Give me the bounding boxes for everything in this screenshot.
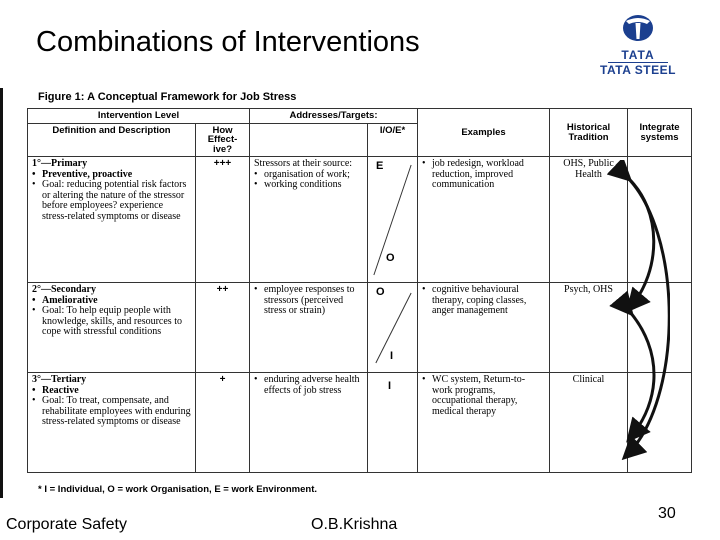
table-header-row-1 bbox=[28, 109, 692, 124]
primary-ioe-bottom: O bbox=[386, 252, 395, 264]
header-examples: Examples bbox=[418, 109, 550, 157]
primary-addresses bbox=[250, 157, 368, 283]
secondary-example-item: • cognitive behavioural therapy, coping classes, anger management bbox=[422, 285, 545, 317]
tertiary-effectiveness: + bbox=[196, 373, 250, 473]
page-number: 30 bbox=[658, 505, 676, 522]
tertiary-ioe bbox=[368, 373, 418, 473]
header-definition: Definition and Description bbox=[28, 123, 196, 157]
figure-title: Figure 1: A Conceptual Framework for Job Stress bbox=[38, 91, 297, 103]
tertiary-addresses-1: • enduring adverse health effects of job stress bbox=[254, 375, 363, 396]
table-row-tertiary bbox=[28, 373, 692, 473]
primary-ioe-divider bbox=[368, 157, 417, 283]
primary-addresses-intro: Stressors at their source: bbox=[254, 158, 353, 169]
tertiary-historical: Clinical bbox=[550, 373, 628, 473]
secondary-examples bbox=[418, 283, 550, 373]
secondary-addresses bbox=[250, 283, 368, 373]
secondary-ioe-bottom: I bbox=[390, 350, 394, 362]
table-row-primary bbox=[28, 157, 692, 283]
secondary-ioe bbox=[368, 283, 418, 373]
primary-definition bbox=[28, 157, 196, 283]
primary-addresses-1: • organisation of work; bbox=[254, 170, 363, 181]
primary-historical: OHS, Public Health bbox=[550, 157, 628, 283]
tertiary-definition bbox=[28, 373, 196, 473]
table-row-secondary bbox=[28, 283, 692, 373]
header-addresses-blank bbox=[250, 123, 368, 157]
secondary-ioe-top: O bbox=[376, 286, 385, 298]
header-intervention-level: Intervention Level bbox=[28, 109, 250, 124]
tertiary-addresses bbox=[250, 373, 368, 473]
tertiary-ioe-top: I bbox=[388, 380, 392, 392]
tata-emblem-icon bbox=[590, 12, 686, 48]
primary-addresses-2: • working conditions bbox=[254, 180, 363, 191]
primary-ioe-top: E bbox=[376, 160, 384, 172]
secondary-bullet-2: • Goal: To help equip people with knowledge, skills, and resources to cope with stressful conditions bbox=[32, 306, 191, 338]
primary-ioe bbox=[368, 157, 418, 283]
secondary-definition bbox=[28, 283, 196, 373]
primary-effectiveness: +++ bbox=[196, 157, 250, 283]
primary-example-item: • job redesign, workload reduction, improved communication bbox=[422, 159, 545, 191]
secondary-effectiveness: ++ bbox=[196, 283, 250, 373]
tertiary-bullet-2: • Goal: To treat, compensate, and rehabilitate employees with enduring stress-related symptoms or disease bbox=[32, 396, 191, 428]
tata-steel-logo bbox=[590, 12, 686, 76]
framework-table bbox=[27, 108, 692, 473]
footer-author: O.B.Krishna bbox=[311, 516, 398, 533]
primary-bullet-1: • Preventive, proactive bbox=[32, 170, 191, 181]
figure-edge bbox=[0, 88, 3, 498]
header-how-effective: How Effect-ive? bbox=[196, 123, 250, 157]
figure-footnote: * I = Individual, O = work Organisation, E = work Environment. bbox=[38, 484, 317, 495]
tertiary-bullet-1: • Reactive bbox=[32, 386, 191, 397]
slide-title: Combinations of Interventions bbox=[36, 26, 420, 58]
header-historical-tradition: Historical Tradition bbox=[550, 109, 628, 157]
tertiary-level-label: 3°—Tertiary bbox=[32, 374, 87, 385]
header-addresses-targets: Addresses/Targets: bbox=[250, 109, 418, 124]
primary-level-label: 1°—Primary bbox=[32, 158, 88, 169]
header-ioe: I/O/E* bbox=[368, 123, 418, 157]
tertiary-example-item: • WC system, Return-to-work programs, occupational therapy, medical therapy bbox=[422, 375, 545, 417]
tertiary-examples bbox=[418, 373, 550, 473]
secondary-historical: Psych, OHS bbox=[550, 283, 628, 373]
secondary-bullet-1: • Ameliorative bbox=[32, 296, 191, 307]
primary-examples bbox=[418, 157, 550, 283]
integration-arrows bbox=[600, 160, 670, 480]
logo-text-tata-steel: TATA STEEL bbox=[600, 63, 676, 77]
footer-corporate-safety: Corporate Safety bbox=[6, 516, 127, 533]
secondary-addresses-1: • employee responses to stressors (perceived stress or strain) bbox=[254, 285, 363, 317]
logo-text-tata: TATA bbox=[621, 48, 655, 62]
header-integrate-systems: Integrate systems bbox=[628, 109, 692, 157]
primary-bullet-2: • Goal: reducing potential risk factors or altering the nature of the stressor before employees? experience stress-related symptoms or disease bbox=[32, 180, 191, 222]
secondary-level-label: 2°—Secondary bbox=[32, 284, 96, 295]
